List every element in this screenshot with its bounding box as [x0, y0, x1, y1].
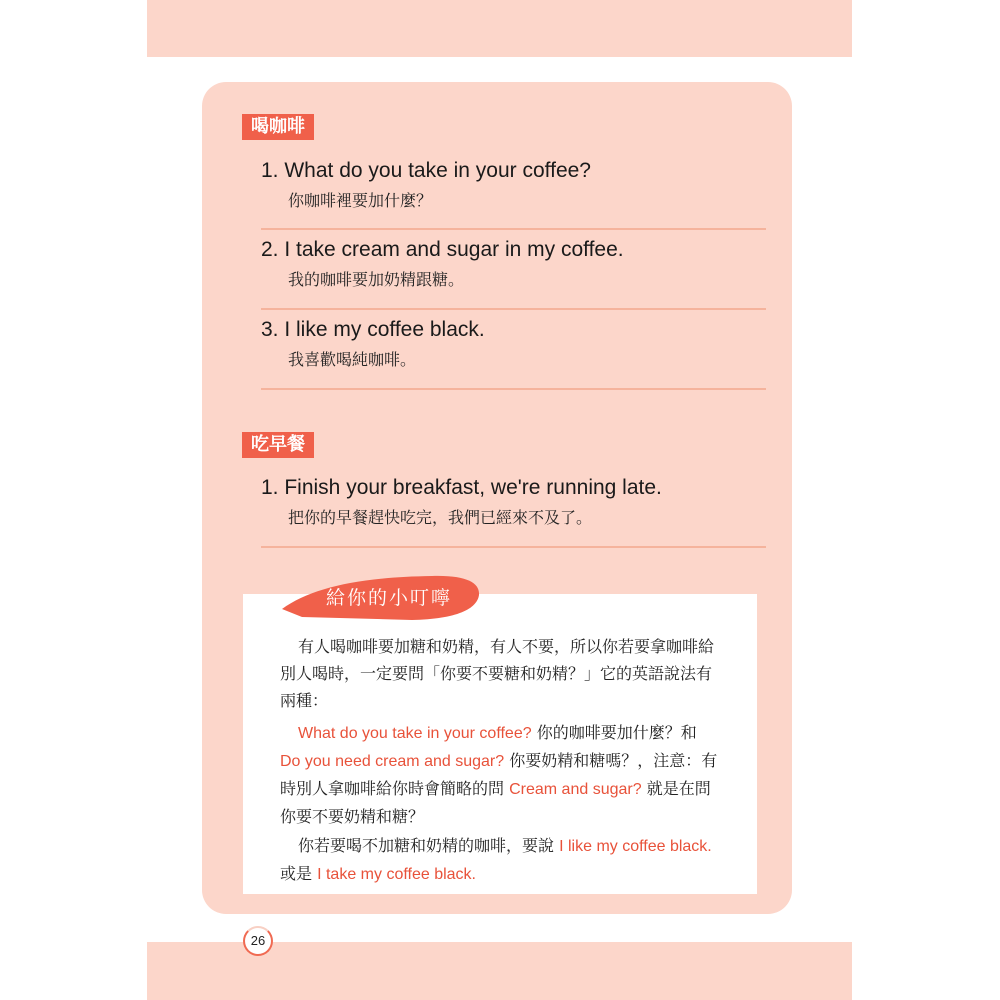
top-band [147, 0, 852, 57]
tip-text-span: 或是 [280, 864, 318, 883]
divider [261, 308, 766, 310]
phrase-chinese: 把你的早餐趕快吃完，我們已經來不及了。 [288, 508, 593, 527]
tip-badge-label: 給你的小叮嚀 [326, 587, 453, 609]
tip-paragraph-1-text: 有人喝咖啡要加糖和奶精，有人不要，所以你若要拿咖啡給別人喝時，一定要問「你要不要糖和奶精？」它的英語說法有兩種： [280, 637, 715, 710]
phrase-english: 1. What do you take in your coffee? [261, 159, 591, 182]
tip-phrase-highlight: I like my coffee black. [559, 838, 712, 855]
divider [261, 546, 766, 548]
phrase-item [261, 237, 766, 291]
tip-text-span: 你若要喝不加糖和奶精的咖啡，要說 [298, 836, 560, 855]
phrase-item [261, 158, 766, 212]
page-number: 26 [243, 926, 273, 956]
divider [261, 228, 766, 230]
tip-text-span: 你要奶精和糖嗎？，注意：有時別人拿咖啡給你時會簡略的問 [280, 751, 718, 798]
divider [261, 388, 766, 390]
tip-text-span: 就是在問你要不要奶精和糖？ [280, 779, 711, 826]
phrase-english: 2. I take cream and sugar in my coffee. [261, 238, 624, 261]
phrase-english: 3. I like my coffee black. [261, 318, 485, 341]
phrase-item [261, 317, 766, 371]
tip-paragraph-3 [280, 832, 720, 888]
tip-phrase-highlight: I take my coffee black. [317, 866, 476, 883]
phrase-chinese: 你咖啡裡要加什麼？ [288, 191, 433, 210]
tip-paragraph-2 [280, 719, 720, 830]
phrase-chinese: 我的咖啡要加奶精跟糖。 [288, 270, 465, 289]
section-tag-breakfast: 吃早餐 [242, 432, 314, 458]
phrase-chinese: 我喜歡喝純咖啡。 [288, 350, 417, 369]
tip-paragraph-1 [280, 633, 720, 714]
phrase-english: 1. Finish your breakfast, we're running late. [261, 476, 662, 499]
tip-text-span: 你的咖啡要加什麼？和 [531, 723, 697, 742]
tip-phrase-highlight: What do you take in your coffee? [298, 725, 532, 742]
phrase-item [261, 475, 766, 529]
tip-phrase-highlight: Do you need cream and sugar? [280, 753, 505, 770]
tip-phrase-highlight: Cream and sugar? [509, 781, 642, 798]
section-tag-coffee: 喝咖啡 [242, 114, 314, 140]
